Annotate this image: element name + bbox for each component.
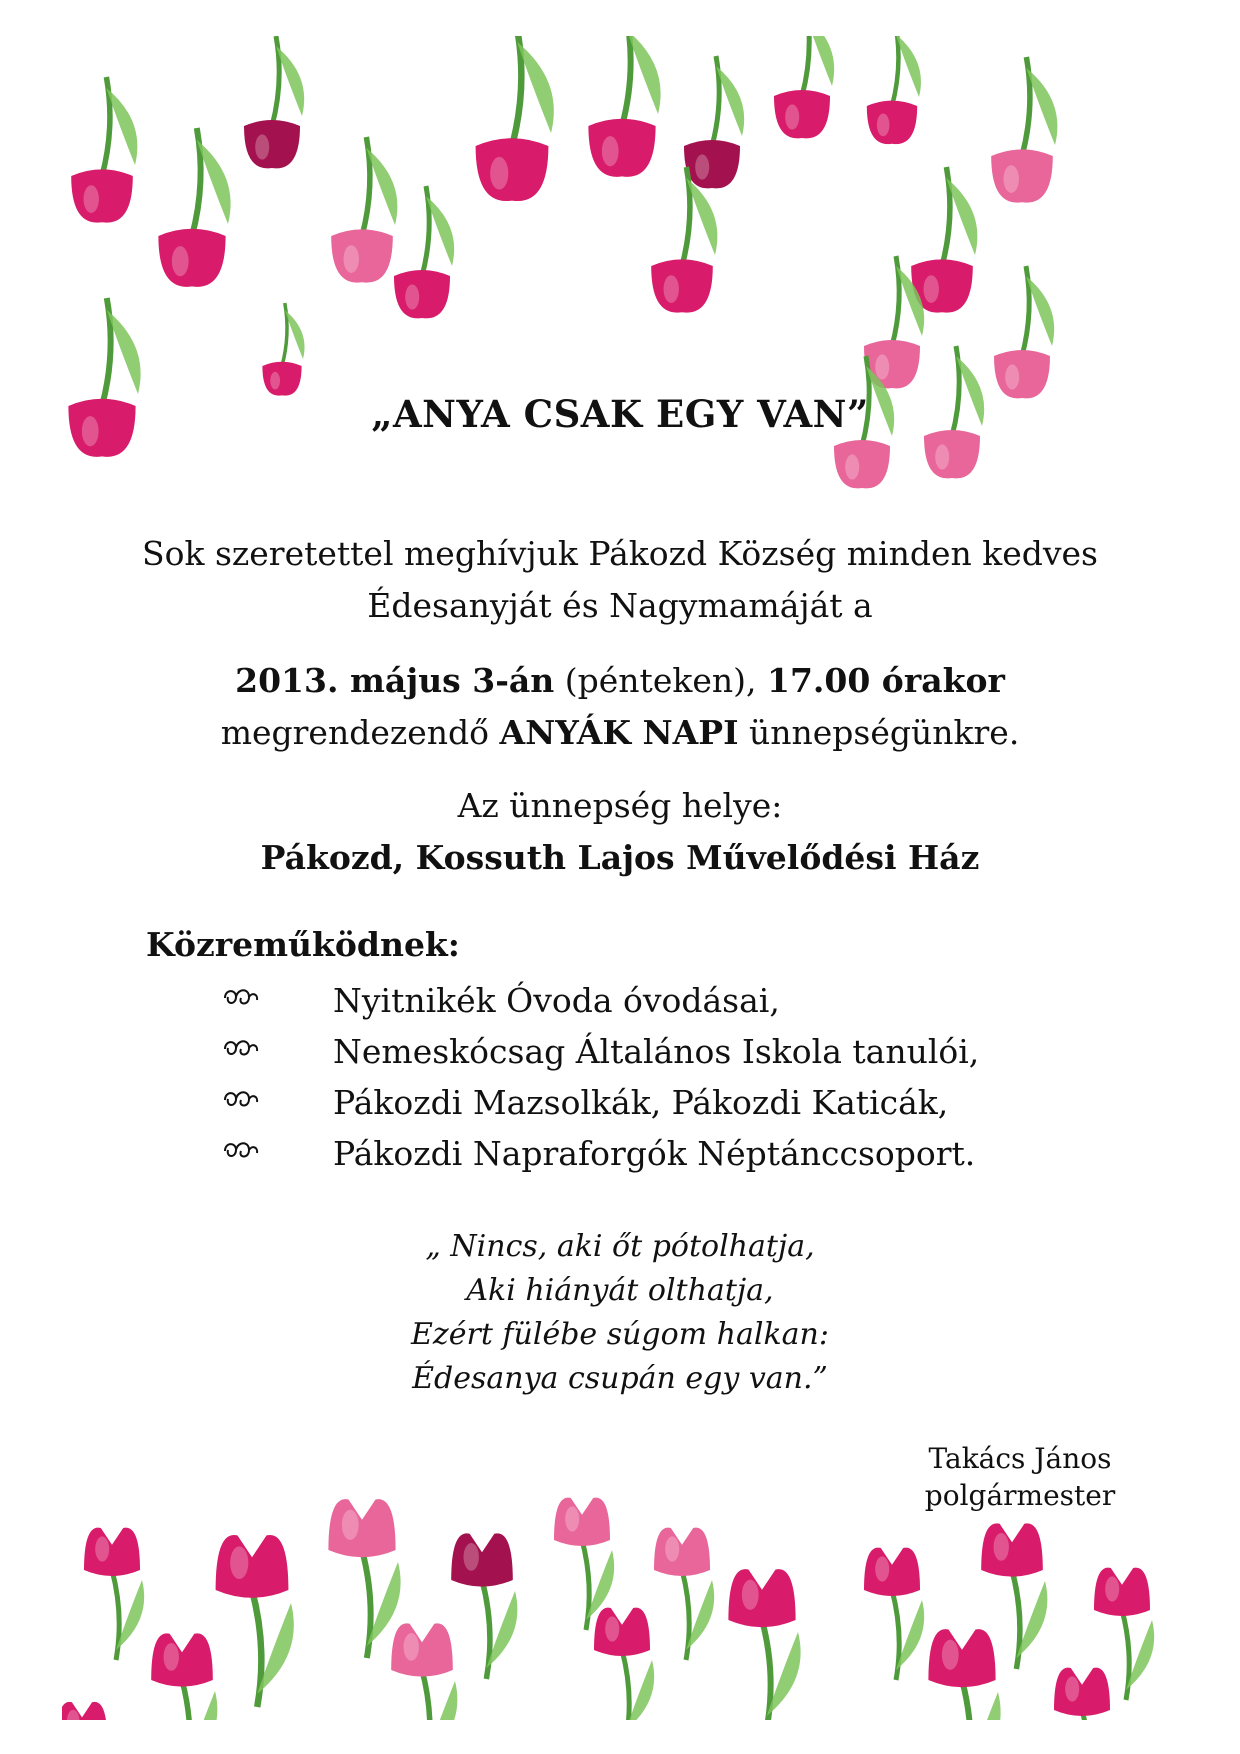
tulip-icon [867,36,921,144]
tulip-icon [588,36,660,177]
tulip-icon [62,1702,111,1720]
tulip-icon [391,1623,457,1720]
tulip-icon [728,1569,800,1720]
tulip-icon [476,36,554,201]
signature-role: polgármester [924,1479,1116,1512]
bullet-ornament-icon [222,1077,264,1128]
intro-line-2: Édesanyját és Nagymamáját a [367,586,873,625]
poem-line: Aki hiányát olthatja, [466,1273,774,1308]
tulip-icon [991,57,1057,203]
intro-paragraph [0,528,1240,632]
bullet-ornament-icon [222,1026,264,1077]
venue-block [0,780,1240,884]
tulip-icon [84,1528,144,1660]
poem-line: Édesanya csupán egy van.” [412,1361,828,1396]
poem-line: „ Nincs, aki őt pótolhatja, [425,1229,815,1264]
event-date: 2013. május 3-án [235,661,555,700]
tulip-icon [594,1608,654,1720]
tulip-icon [654,1528,714,1660]
list-item [0,975,1240,1026]
event-name: ANYÁK NAPI [499,713,739,752]
signature-block [880,1440,1160,1514]
list-item [0,1128,1240,1179]
event-time: 17.00 órakor [766,661,1005,700]
contributor-name: Nyitnikék Óvoda óvodásai, [333,981,780,1020]
event-weekday: (pénteken), [554,661,767,700]
venue-label: Az ünnepség helye: [457,786,783,825]
tulip-icon [651,167,717,313]
tulip-icon [684,56,744,188]
list-item [0,1026,1240,1077]
intro-line-1: Sok szeretettel meghívjuk Pákozd Község minden kedves [142,534,1098,573]
tulip-icon [451,1533,517,1679]
signature-name: Takács János [928,1442,1112,1475]
event-name-suffix: ünnepségünkre. [738,713,1020,752]
contributor-name: Nemeskócsag Általános Iskola tanulói, [333,1032,980,1071]
list-item [0,1077,1240,1128]
contributor-name: Pákozdi Napraforgók Néptánccsoport. [333,1134,976,1173]
top-tulip-decoration [62,36,1180,516]
tulip-icon [331,137,397,283]
tulip-icon [151,1633,217,1720]
event-date-line [0,655,1240,707]
tulip-icon [328,1499,400,1658]
page-title: „ANYA CSAK EGY VAN” [371,392,869,436]
tulip-icon [774,36,834,138]
contributors-heading: Közreműködnek: [146,925,460,964]
tulip-icon [1054,1668,1114,1720]
tulip-icon [244,36,304,168]
poem-line: Ezért fülébe súgom halkan: [411,1317,829,1352]
tulip-icon [216,1535,294,1707]
event-details [0,655,1240,759]
tulip-icon [911,167,977,313]
tulip-icon [262,303,304,396]
tulip-icon [928,1629,1000,1720]
contributors-list [0,975,1240,1179]
poem-quote [0,1225,1240,1401]
tulip-icon [394,186,454,318]
venue-place: Pákozd, Kossuth Lajos Művelődési Ház [260,838,980,877]
event-name-prefix: megrendezendő [220,713,500,752]
tulip-icon [864,1548,924,1680]
contributor-name: Pákozdi Mazsolkák, Pákozdi Katicák, [333,1083,949,1122]
bullet-ornament-icon [222,1128,264,1179]
event-name-line [0,707,1240,759]
bullet-ornament-icon [222,975,264,1026]
tulip-icon [158,128,230,287]
tulip-icon [71,77,137,223]
tulip-icon [994,266,1054,398]
